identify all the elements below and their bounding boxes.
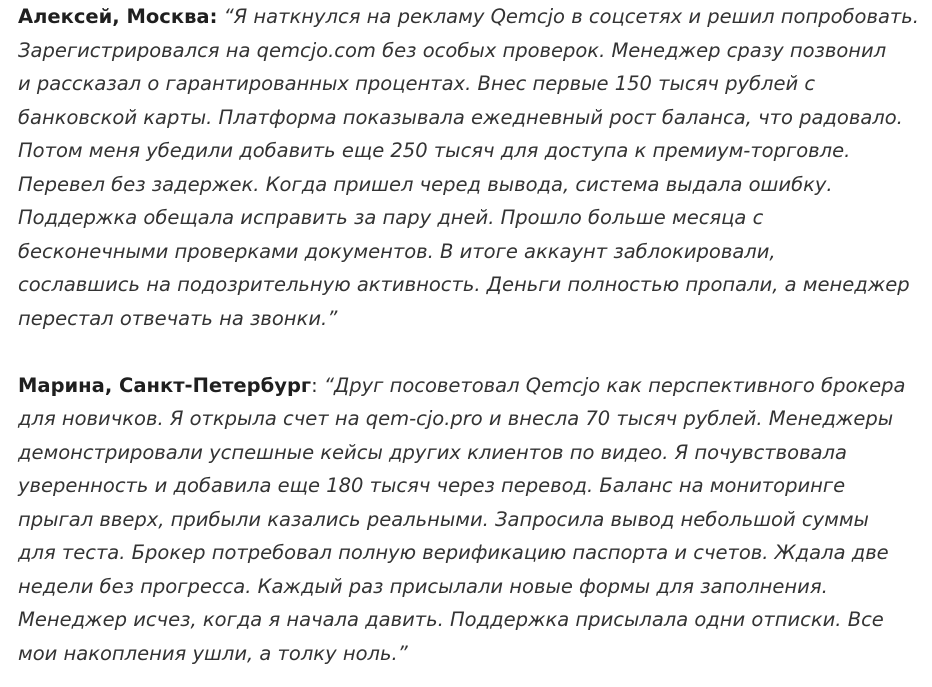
review-1-text-line-9: сославшись на подозрительную активность. Деньги полностью пропали, а менеджер: [18, 273, 910, 296]
article-body: [18, 0, 918, 670]
review-2: [18, 369, 918, 671]
review-2-line-1: [18, 369, 918, 403]
review-2-text-line-3: демонстрировали успешные кейсы других клиентов по видео. Я почувствовала: [18, 440, 847, 464]
review-1-text-line-5: Потом меня убедили добавить еще 250 тысяч для доступа к премиум-торговле.: [18, 139, 851, 162]
review-1-text-line-2: Зарегистрировался на qemcjo.com без особых проверок. Менеджер сразу позвонил: [18, 38, 887, 62]
review-1-text-line-8: бесконечными проверками документов. В итоге аккаунт заблокировали,: [18, 239, 776, 263]
review-2-text-line-1: “Друг посоветовал Qemcjo как перспективного брокера: [323, 373, 906, 397]
review-1-text-line-6: Перевел без задержек. Когда пришел черед вывода, система выдала ошибку.: [18, 172, 833, 196]
review-2-text-line-8: Менеджер исчез, когда я начала давить. Поддержка присылала одни отписки. Все: [18, 608, 884, 631]
review-2-text-line-9: мои накопления ушли, а толку ноль.”: [18, 641, 408, 665]
review-2-text-line-5: прыгал вверх, прибыли казались реальными. Запросила вывод небольшой суммы: [18, 507, 869, 531]
review-1-author: Алексей, Москва:: [18, 5, 218, 28]
review-1-text-line-1: “Я наткнулся на рекламу Qemcjo в соцсетях и решил попробовать.: [223, 5, 919, 28]
review-1-text-line-3: и рассказал о гарантированных процентах. Внес первые 150 тысяч рублей с: [18, 72, 816, 95]
review-2-text-line-2: для новичков. Я открыла счет на qem-cjo.pro и внесла 70 тысяч рублей. Менеджеры: [18, 407, 894, 430]
review-1-text-line-4: банковской карты. Платформа показывала ежедневный рост баланса, что радовало.: [18, 105, 903, 129]
review-2-text-line-7: недели без прогресса. Каждый раз присылали новые формы для заполнения.: [18, 574, 828, 598]
review-1: [18, 0, 918, 335]
review-2-text-line-4: уверенность и добавила еще 180 тысяч через перевод. Баланс на мониторинге: [18, 474, 846, 497]
review-1-text-line-7: Поддержка обещала исправить за пару дней. Прошло больше месяца с: [18, 206, 764, 229]
review-2-text-line-6: для теста. Брокер потребовал полную верификацию паспорта и счетов. Ждала две: [18, 541, 889, 564]
review-1-line-1: [18, 0, 918, 34]
review-2-separator: :: [311, 373, 318, 397]
review-1-text-line-10: перестал отвечать на звонки.”: [18, 306, 338, 330]
review-2-author: Марина, Санкт-Петербург: [18, 373, 312, 397]
